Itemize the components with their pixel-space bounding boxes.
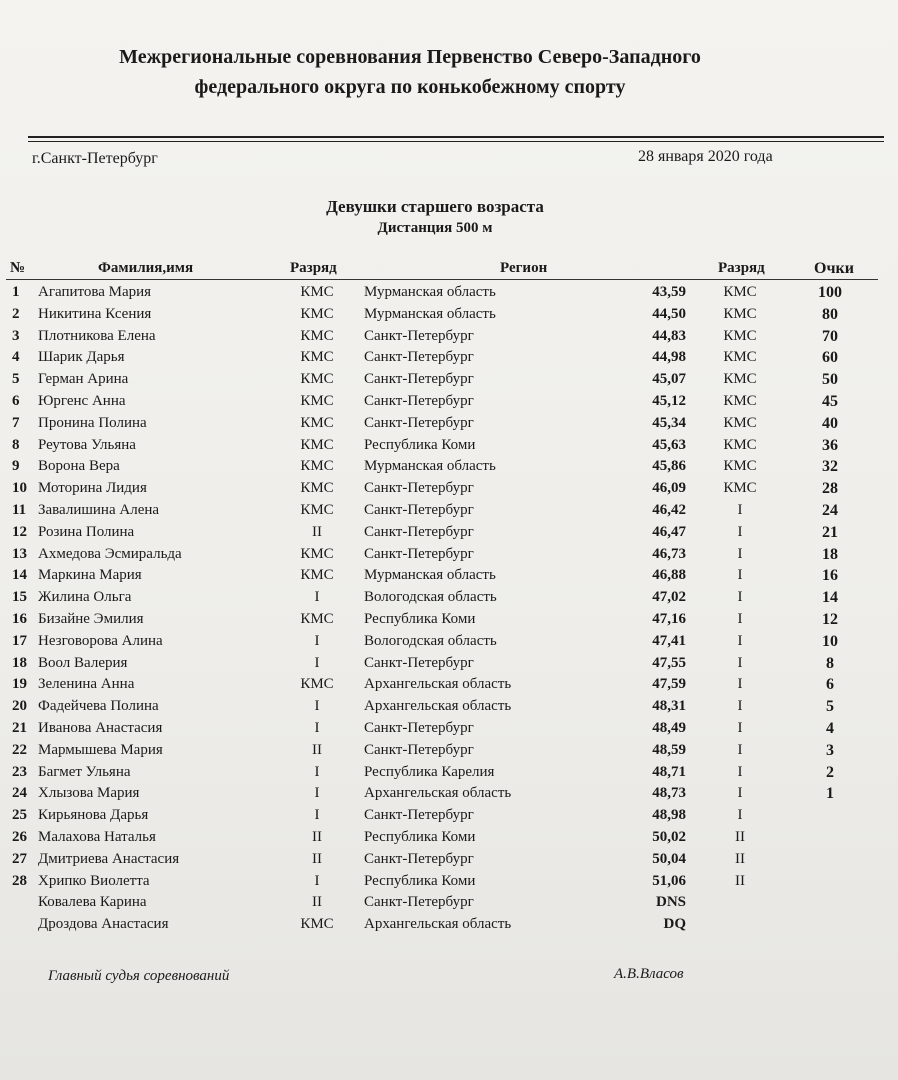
rank-achieved: КМС <box>723 458 757 475</box>
result-time: 48,31 <box>652 698 686 715</box>
athlete-rank: I <box>314 785 320 802</box>
points: 6 <box>826 676 834 694</box>
table-row <box>0 916 898 938</box>
athlete-region: Мурманская область <box>364 305 496 322</box>
athlete-rank: КМС <box>300 414 334 431</box>
row-number: 21 <box>12 719 27 736</box>
result-time: DQ <box>663 916 686 933</box>
athlete-region: Санкт-Петербург <box>364 414 474 431</box>
athlete-name: Фадейчева Полина <box>38 698 159 715</box>
athlete-region: Санкт-Петербург <box>364 327 474 344</box>
row-number: 19 <box>12 676 27 693</box>
rank-achieved: КМС <box>723 480 757 497</box>
athlete-name: Розина Полина <box>38 523 135 540</box>
athlete-region: Санкт-Петербург <box>364 741 474 758</box>
rank-achieved: I <box>737 698 743 715</box>
result-time: 47,59 <box>652 676 686 693</box>
result-time: 45,12 <box>652 392 686 409</box>
athlete-region: Санкт-Петербург <box>364 349 474 366</box>
rank-achieved: I <box>737 785 743 802</box>
table-row <box>0 698 898 720</box>
athlete-region: Республика Коми <box>364 872 476 889</box>
athlete-rank: КМС <box>300 916 334 933</box>
athlete-rank: I <box>314 589 320 606</box>
athlete-name: Зеленина Анна <box>38 676 135 693</box>
row-number: 13 <box>12 545 27 562</box>
result-time: 51,06 <box>652 872 686 889</box>
athlete-rank: II <box>312 523 322 540</box>
athlete-name: Реутова Ульяна <box>38 436 136 453</box>
rank-achieved: КМС <box>723 284 757 300</box>
athlete-name: Жилина Ольга <box>38 589 132 606</box>
athlete-region: Санкт-Петербург <box>364 392 474 409</box>
points: 100 <box>818 284 842 301</box>
points: 10 <box>822 632 838 650</box>
athlete-name: Кирьянова Дарья <box>38 807 149 824</box>
table-row <box>0 764 898 786</box>
result-time: 48,73 <box>652 785 686 802</box>
athlete-rank: II <box>312 894 322 911</box>
result-time: 48,71 <box>652 763 686 780</box>
athlete-region: Санкт-Петербург <box>364 807 474 824</box>
results-table <box>0 284 898 938</box>
athlete-name: Завалишина Алена <box>38 501 160 518</box>
points: 8 <box>826 654 834 672</box>
athlete-rank: I <box>314 654 320 671</box>
rank-achieved: КМС <box>723 305 757 322</box>
rank-achieved: I <box>737 501 743 518</box>
table-row <box>0 306 898 328</box>
rank-achieved: I <box>737 567 743 584</box>
result-time: 50,02 <box>652 828 686 845</box>
row-number: 23 <box>12 763 27 780</box>
rank-achieved: I <box>737 545 743 562</box>
result-time: 46,73 <box>652 545 686 562</box>
rank-achieved: КМС <box>723 414 757 431</box>
table-row <box>0 437 898 459</box>
column-header-number: № <box>10 260 26 276</box>
judge-label: Главный судья соревнований <box>48 968 230 984</box>
judge-name: А.В.Власов <box>614 966 684 982</box>
athlete-name: Хрипко Виолетта <box>38 872 150 889</box>
result-time: 44,50 <box>652 305 686 322</box>
row-number: 18 <box>12 654 27 671</box>
rank-achieved: I <box>737 719 743 736</box>
points: 40 <box>822 414 838 432</box>
row-number: 25 <box>12 807 27 824</box>
row-number: 10 <box>12 480 27 497</box>
result-time: 44,83 <box>652 327 686 344</box>
rank-achieved: I <box>737 807 743 824</box>
athlete-name: Юргенс Анна <box>38 392 126 409</box>
athlete-region: Архангельская область <box>364 916 512 933</box>
athlete-region: Вологодская область <box>364 632 497 649</box>
athlete-rank: I <box>314 719 320 736</box>
athlete-region: Санкт-Петербург <box>364 654 474 671</box>
athlete-name: Герман Арина <box>38 371 129 388</box>
table-row <box>0 393 898 415</box>
athlete-name: Бизайне Эмилия <box>38 610 144 627</box>
result-time: 47,55 <box>652 654 686 671</box>
athlete-region: Санкт-Петербург <box>364 480 474 497</box>
points: 2 <box>826 763 834 781</box>
athlete-name: Маркина Мария <box>38 567 142 584</box>
rank-achieved: КМС <box>723 436 757 453</box>
athlete-rank: II <box>312 828 322 845</box>
row-number: 14 <box>12 567 27 584</box>
row-number: 3 <box>12 327 20 344</box>
points: 28 <box>822 480 838 498</box>
athlete-name: Агапитова Мария <box>38 284 152 300</box>
rank-achieved: I <box>737 632 743 649</box>
row-number: 20 <box>12 698 27 715</box>
row-number: 8 <box>12 436 20 453</box>
athlete-name: Плотникова Елена <box>38 327 156 344</box>
distance-heading: Дистанция 500 м <box>377 220 493 236</box>
table-row <box>0 524 898 546</box>
row-number: 9 <box>12 458 20 475</box>
points: 14 <box>822 589 838 607</box>
athlete-region: Архангельская область <box>364 676 512 693</box>
row-number: 27 <box>12 850 27 867</box>
table-row <box>0 633 898 655</box>
rank-achieved: КМС <box>723 349 757 366</box>
header-underline <box>6 279 878 280</box>
points: 21 <box>822 523 838 541</box>
athlete-rank: КМС <box>300 458 334 475</box>
result-time: 45,34 <box>652 414 686 431</box>
column-header-points: Очки <box>814 260 854 277</box>
points: 24 <box>822 501 838 519</box>
result-time: 50,04 <box>652 850 686 867</box>
row-number: 11 <box>12 501 27 518</box>
athlete-rank: КМС <box>300 436 334 453</box>
athlete-name: Шарик Дарья <box>38 349 125 366</box>
athlete-name: Иванова Анастасия <box>38 719 163 736</box>
athlete-name: Багмет Ульяна <box>38 763 131 780</box>
table-row <box>0 546 898 568</box>
athlete-rank: II <box>312 741 322 758</box>
rank-achieved: КМС <box>723 392 757 409</box>
column-header-name: Фамилия,имя <box>98 260 194 276</box>
row-number: 5 <box>12 371 20 388</box>
athlete-region: Санкт-Петербург <box>364 545 474 562</box>
athlete-region: Архангельская область <box>364 785 512 802</box>
athlete-rank: I <box>314 698 320 715</box>
table-row <box>0 851 898 873</box>
table-row <box>0 415 898 437</box>
rank-achieved: I <box>737 589 743 606</box>
table-row <box>0 742 898 764</box>
athlete-name: Ковалева Карина <box>38 894 147 911</box>
table-row <box>0 284 898 306</box>
athlete-name: Никитина Ксения <box>38 305 152 322</box>
athlete-region: Республика Коми <box>364 828 476 845</box>
athlete-rank: КМС <box>300 349 334 366</box>
athlete-rank: КМС <box>300 545 334 562</box>
row-number: 7 <box>12 414 20 431</box>
athlete-region: Вологодская область <box>364 589 497 606</box>
result-time: 45,63 <box>652 436 686 453</box>
table-row <box>0 785 898 807</box>
athlete-rank: I <box>314 807 320 824</box>
points: 4 <box>826 719 834 737</box>
row-number: 28 <box>12 872 27 889</box>
athlete-region: Архангельская область <box>364 698 512 715</box>
table-row <box>0 676 898 698</box>
athlete-name: Дроздова Анастасия <box>38 916 169 933</box>
table-row <box>0 873 898 895</box>
header-rule <box>28 136 884 138</box>
table-row <box>0 655 898 677</box>
table-row <box>0 328 898 350</box>
athlete-name: Незговорова Алина <box>38 632 163 649</box>
points: 32 <box>822 458 838 476</box>
result-time: 47,41 <box>652 632 686 649</box>
row-number: 16 <box>12 610 27 627</box>
column-header-region: Регион <box>500 260 548 276</box>
result-time: 46,42 <box>652 501 686 518</box>
athlete-region: Санкт-Петербург <box>364 501 474 518</box>
table-row <box>0 371 898 393</box>
table-row <box>0 894 898 916</box>
athlete-region: Мурманская область <box>364 567 496 584</box>
table-row <box>0 502 898 524</box>
points: 3 <box>826 741 834 759</box>
document-title-line-2: федерального округа по конькобежному спорту <box>194 76 626 98</box>
athlete-name: Пронина Полина <box>38 414 147 431</box>
header-rule-thin <box>28 141 884 142</box>
athlete-region: Мурманская область <box>364 458 496 475</box>
result-time: DNS <box>655 894 686 911</box>
city-label: г.Санкт-Петербург <box>32 150 158 167</box>
points: 36 <box>822 436 838 454</box>
athlete-rank: КМС <box>300 676 334 693</box>
category-heading: Девушки старшего возраста <box>326 197 544 216</box>
athlete-rank: КМС <box>300 284 334 300</box>
athlete-rank: КМС <box>300 392 334 409</box>
result-time: 48,59 <box>652 741 686 758</box>
athlete-name: Малахова Наталья <box>38 828 156 845</box>
column-header-rank: Разряд <box>290 260 337 276</box>
athlete-region: Санкт-Петербург <box>364 523 474 540</box>
athlete-name: Ахмедова Эсмиральда <box>38 545 182 562</box>
result-time: 47,16 <box>652 610 686 627</box>
points: 80 <box>822 305 838 323</box>
rank-achieved: II <box>735 828 745 845</box>
row-number: 17 <box>12 632 27 649</box>
athlete-name: Мармышева Мария <box>38 741 163 758</box>
points: 12 <box>822 610 838 628</box>
result-time: 43,59 <box>652 284 686 300</box>
result-time: 47,02 <box>652 589 686 606</box>
rank-achieved: II <box>735 872 745 889</box>
rank-achieved: КМС <box>723 371 757 388</box>
athlete-name: Ворона Вера <box>38 458 120 475</box>
points: 60 <box>822 349 838 367</box>
rank-achieved: II <box>735 850 745 867</box>
document-title-line-1: Межрегиональные соревнования Первенство Северо-Западного <box>119 46 701 68</box>
athlete-rank: КМС <box>300 610 334 627</box>
table-row <box>0 567 898 589</box>
athlete-rank: КМС <box>300 480 334 497</box>
table-row <box>0 349 898 371</box>
table-row <box>0 458 898 480</box>
athlete-region: Санкт-Петербург <box>364 719 474 736</box>
row-number: 6 <box>12 392 20 409</box>
row-number: 22 <box>12 741 27 758</box>
athlete-region: Республика Коми <box>364 610 476 627</box>
row-number: 15 <box>12 589 27 606</box>
athlete-region: Санкт-Петербург <box>364 371 474 388</box>
result-time: 46,47 <box>652 523 686 540</box>
table-row <box>0 829 898 851</box>
row-number: 26 <box>12 828 27 845</box>
points: 5 <box>826 698 834 716</box>
athlete-region: Республика Коми <box>364 436 476 453</box>
result-time: 44,98 <box>652 349 686 366</box>
points: 18 <box>822 545 838 563</box>
table-row <box>0 589 898 611</box>
rank-achieved: КМС <box>723 327 757 344</box>
athlete-rank: КМС <box>300 327 334 344</box>
athlete-rank: II <box>312 850 322 867</box>
table-row <box>0 720 898 742</box>
athlete-region: Мурманская область <box>364 284 496 300</box>
date-label: 28 января 2020 года <box>638 148 773 165</box>
athlete-rank: КМС <box>300 305 334 322</box>
points: 70 <box>822 327 838 345</box>
rank-achieved: I <box>737 763 743 780</box>
points: 45 <box>822 392 838 410</box>
rank-achieved: I <box>737 741 743 758</box>
athlete-rank: I <box>314 763 320 780</box>
athlete-rank: I <box>314 872 320 889</box>
points: 1 <box>826 785 834 803</box>
athlete-name: Хлызова Мария <box>38 785 140 802</box>
athlete-rank: КМС <box>300 501 334 518</box>
athlete-rank: КМС <box>300 371 334 388</box>
column-header-rank-after: Разряд <box>718 260 765 276</box>
athlete-rank: КМС <box>300 567 334 584</box>
result-time: 48,49 <box>652 719 686 736</box>
row-number: 24 <box>12 785 27 802</box>
result-time: 45,07 <box>652 371 686 388</box>
rank-achieved: I <box>737 676 743 693</box>
athlete-rank: I <box>314 632 320 649</box>
result-time: 45,86 <box>652 458 686 475</box>
athlete-name: Моторина Лидия <box>38 480 147 497</box>
row-number: 12 <box>12 523 27 540</box>
rank-achieved: I <box>737 610 743 627</box>
row-number: 4 <box>12 349 20 366</box>
athlete-name: Дмитриева Анастасия <box>38 850 180 867</box>
row-number: 2 <box>12 305 20 322</box>
athlete-region: Санкт-Петербург <box>364 850 474 867</box>
table-row <box>0 480 898 502</box>
points: 16 <box>822 567 838 585</box>
rank-achieved: I <box>737 654 743 671</box>
athlete-region: Республика Карелия <box>364 763 495 780</box>
athlete-region: Санкт-Петербург <box>364 894 474 911</box>
athlete-name: Воол Валерия <box>38 654 128 671</box>
table-row <box>0 611 898 633</box>
points: 50 <box>822 371 838 389</box>
rank-achieved: I <box>737 523 743 540</box>
result-time: 48,98 <box>652 807 686 824</box>
table-row <box>0 807 898 829</box>
row-number: 1 <box>12 284 20 300</box>
result-time: 46,09 <box>652 480 686 497</box>
result-time: 46,88 <box>652 567 686 584</box>
